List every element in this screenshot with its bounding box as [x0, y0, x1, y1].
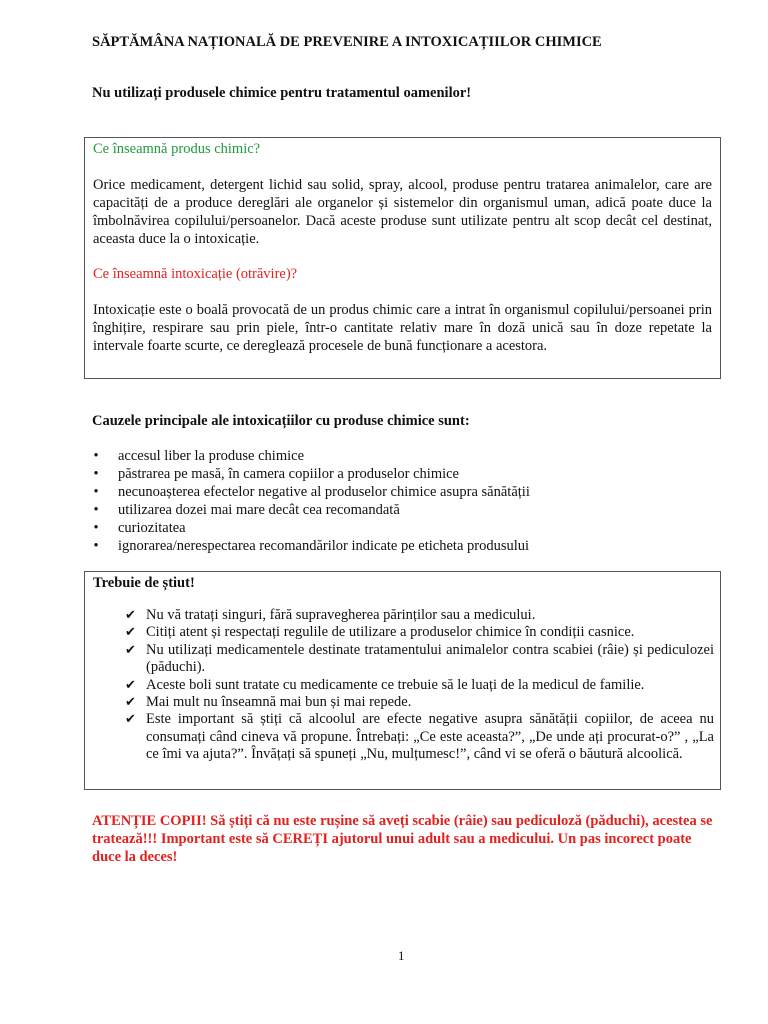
list-item [92, 501, 732, 519]
list-item-text: accesul liber la produse chimice [118, 448, 305, 464]
list-item [92, 465, 732, 483]
checkmark-icon: ✔ [125, 677, 136, 693]
bullet-dot-icon: • [93, 466, 99, 482]
bullet-dot-icon: • [93, 520, 99, 536]
checkmark-icon: ✔ [125, 608, 136, 623]
list-item [125, 624, 714, 641]
list-item [92, 537, 732, 555]
must-know-list [125, 607, 714, 764]
list-item [92, 447, 732, 465]
must-know-heading: Trebuie de știut! [93, 575, 195, 591]
bullet-dot-icon: • [93, 538, 99, 554]
bullet-dot-icon: • [93, 448, 99, 464]
page-title: SĂPTĂMÂNA NAȚIONALĂ DE PREVENIRE A INTOXICAȚIILOR CHIMICE [92, 34, 602, 50]
list-item-text: Nu utilizați medicamentele destinate tratamentului animalelor contra scabiei (râie) și pediculozei (păduchi). [146, 641, 714, 676]
list-item-text: Mai mult nu înseamnă mai bun și mai repede. [146, 694, 412, 711]
list-item-text: Citiți atent și respectați regulile de utilizare a produselor chimice în condiții casnice. [146, 624, 635, 641]
checkmark-icon: ✔ [125, 712, 136, 728]
causes-heading: Cauzele principale ale intoxicațiilor cu produse chimice sunt: [92, 413, 470, 429]
page-subtitle: Nu utilizați produsele chimice pentru tratamentul oamenilor! [92, 85, 472, 101]
answer-chemical-product: Orice medicament, detergent lichid sau solid, spray, alcool, produse pentru tratarea animalelor, care are capacități de a produce dereglări ale organelor și sistemelor din organismul uman, adică poate duce la îmbolnăvirea copilului/persoanelor. Dacă aceste produse sunt utilizate pentru alt scop decât cel destinat, aceasta duce la o intoxicație. [93, 177, 712, 247]
page-number: 1 [398, 948, 405, 963]
list-item-text: Nu vă tratați singuri, fără supravegherea părinților sau a medicului. [146, 607, 536, 623]
list-item-text: necunoașterea efectelor negative al produselor chimice asupra sănătății [118, 484, 530, 500]
list-item [125, 677, 714, 694]
list-item-text: Aceste boli sunt tratate cu medicamente ce trebuie să le luați de la medicul de familie. [146, 676, 645, 693]
question-intoxication: Ce înseamnă intoxicație (otrăvire)? [93, 266, 298, 282]
warning-text: ATENȚIE COPII! Să știți că nu este rușine să aveți scabie (râie) sau pediculoză (păduchi), acestea se tratează!!! Important este să CEREȚI ajutorul unui adult sau a medicului. Un pas incorect poate duce la deces! [92, 813, 713, 865]
answer-intoxication: Intoxicație este o boală provocată de un produs chimic care a intrat în organismul copilului/persoanei prin înghițire, respirare sau prin piele, într-o cantitate relativ mare în doză unică sau în doze repetate la intervale foarte scurte, ce dereglează procesele de bună funcționare a acestora. [93, 302, 712, 354]
checkmark-icon: ✔ [125, 642, 136, 658]
list-item [125, 694, 714, 711]
bullet-dot-icon: • [93, 502, 99, 518]
causes-list [92, 447, 732, 555]
list-item-text: ignorarea/nerespectarea recomandărilor indicate pe eticheta produsului [118, 538, 530, 554]
question-chemical-product: Ce înseamnă produs chimic? [93, 141, 261, 157]
list-item [125, 711, 714, 763]
definitions-box [84, 137, 721, 379]
list-item [125, 642, 714, 677]
must-know-box [84, 571, 721, 790]
list-item-text: curiozitatea [118, 520, 186, 536]
list-item-text: utilizarea dozei mai mare decât cea recomandată [118, 502, 400, 518]
list-item-text: păstrarea pe masă, în camera copiilor a produselor chimice [118, 466, 459, 482]
checkmark-icon: ✔ [125, 625, 136, 641]
bullet-dot-icon: • [93, 484, 99, 500]
checkmark-icon: ✔ [125, 695, 136, 711]
list-item [92, 519, 732, 537]
list-item [125, 607, 714, 624]
list-item [92, 483, 732, 501]
list-item-text: Este important să știți că alcoolul are efecte negative asupra sănătății copiilor, de aceea nu consumați când cineva vă propune. Întrebați: „Ce este aceasta?”, „De unde ați procurat-o?” , „La ce îmi va ajuta?”. Învățați să spuneți „Nu, mulțumesc!”, când vi se oferă o băutură alcoolică. [146, 711, 714, 763]
